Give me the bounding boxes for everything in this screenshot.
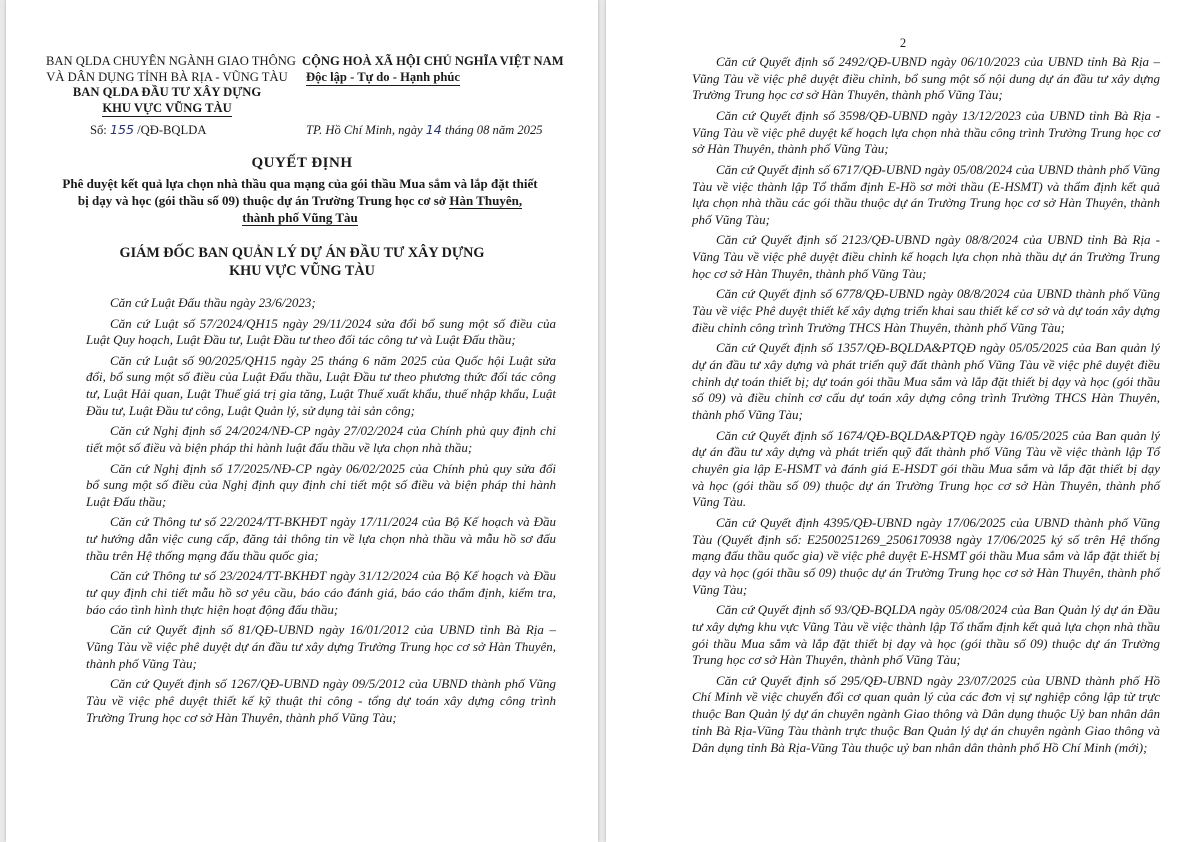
legal-basis-paragraph: Căn cứ Quyết định số 1674/QĐ-BQLDA&PTQĐ ngày 16/05/2025 của Ban quản lý dự án đầu tư xây dựng và phát triển quỹ đất thành phố Vũng Tàu về việc thành lập Tổ chuyên gia lập E-HSMT và đánh giá E-HSDT gói thầu Mua sắm và lắp đặt thiết bị dạy và học (gói thầu số 09) thuộc dự án Trường Trung học cơ sở Hàn Thuyên, thành phố Vũng Tàu. <box>692 427 1160 510</box>
director-line-1: GIÁM ĐỐC BAN QUẢN LÝ DỰ ÁN ĐẦU TƯ XÂY DỰNG <box>119 245 485 261</box>
document-page-2 <box>606 0 1200 842</box>
place-date-part2: tháng 08 năm 2025 <box>441 123 543 137</box>
legal-basis-paragraph: Căn cứ Quyết định số 2123/QĐ-UBND ngày 08/8/2024 của UBND tỉnh Bà Rịa - Vũng Tàu về việc phê duyệt điều chỉnh kế hoạch lựa chọn nhà thầu dự án Trường Trung học cơ sở Hàn Thuyên, thành phố Vũng Tàu; <box>692 232 1160 281</box>
legal-basis-paragraph: Căn cứ Quyết định 4395/QĐ-UBND ngày 17/06/2025 của UBND thành phố Vũng Tàu (Quyết định số: E2500251269_2506170938 ngày 17/06/2025 ký số trên Hệ thống mạng đấu thầu quốc gia) về việc phê duyệt E-HSMT gói thầu Mua sắm và lắp đặt thiết bị dạy và học (gói thầu số 09) thuộc dự án Trường Trung học cơ sở Hàn Thuyên, thành phố Vũng Tàu; <box>692 514 1160 597</box>
legal-basis-paragraph: Căn cứ Quyết định số 2492/QĐ-UBND ngày 06/10/2023 của UBND tỉnh Bà Rịa – Vũng Tàu về việc phê duyệt điều chỉnh, bổ sung một số nội dung dự án đầu tư xây dựng Trường Trung học cơ sở Hàn Thuyên, thành phố Vũng Tàu; <box>692 54 1160 103</box>
nation-name: CỘNG HOÀ XÃ HỘI CHỦ NGHĨA VIỆT NAM <box>302 54 564 68</box>
subject-text: Phê duyệt kết quả lựa chọn nhà thầu qua mạng của gói thầu Mua sắm và lắp đặt thiết bị dạy và học (gói thầu số 09) thuộc dự án Trường Trung học cơ sở <box>62 176 538 208</box>
place-date-part1: TP. Hồ Chí Minh, ngày <box>306 123 426 137</box>
legal-basis-paragraph: Căn cứ Quyết định số 93/QĐ-BQLDA ngày 05/08/2024 của Ban Quản lý dự án Đầu tư xây dựng khu vực Vũng Tàu về việc thành lập Tổ thẩm định kết quả lựa chọn nhà thầu gói thầu Mua sắm và lắp đặt thiết bị dạy và học (gói thầu số 09) thuộc dự án Trường Trung học cơ sở Hàn Thuyên, thành phố Vũng Tàu; <box>692 602 1160 668</box>
document-subject <box>62 175 538 226</box>
document-title: QUYẾT ĐỊNH <box>251 155 353 171</box>
agency-line-1: BAN QLDA CHUYÊN NGÀNH GIAO THÔNG <box>46 54 296 68</box>
doc-number-handwritten: 155 <box>109 122 134 137</box>
legal-basis-paragraph: Căn cứ Luật Đấu thầu ngày 23/6/2023; <box>110 295 316 310</box>
legal-basis-paragraph: Căn cứ Nghị định số 24/2024/NĐ-CP ngày 27/02/2024 của Chính phủ quy định chi tiết một số điều và biện pháp thi hành luật đấu thầu về lựa chọn nhà thầu; <box>86 423 556 456</box>
legal-basis-list-page-1 <box>86 295 556 730</box>
legal-basis-paragraph: Căn cứ Quyết định số 6717/QĐ-UBND ngày 05/08/2024 của UBND thành phố Vũng Tàu về việc thành lập Tổ thẩm định E-Hồ sơ mời thầu (E-HSMT) và thẩm định kết quả lựa chọn nhà thầu các gói thầu thuộc dự án Trường Trung học cơ sở Hàn Thuyên, thành phố Vũng Tàu; <box>692 161 1160 227</box>
legal-basis-paragraph: Căn cứ Nghị định số 17/2025/NĐ-CP ngày 06/02/2025 của Chính phủ quy sửa đổi bổ sung một số điều của Nghị định quy định chi tiết một số điều và biện pháp thi hành Luật Đấu thầu; <box>86 460 556 509</box>
national-header <box>302 54 572 86</box>
legal-basis-paragraph: Căn cứ Thông tư số 23/2024/TT-BKHĐT ngày 31/12/2024 của Bộ Kế hoạch và Đầu tư quy định chi tiết mẫu hồ sơ yêu cầu, báo cáo đánh giá, báo cáo thẩm định, kiểm tra, báo cáo tình hình thực hiện hoạt động đấu thầu; <box>86 568 556 617</box>
agency-line-3: BAN QLDA ĐẦU TƯ XÂY DỰNG <box>72 85 262 99</box>
legal-basis-paragraph: Căn cứ Quyết định số 295/QĐ-UBND ngày 23/07/2025 của UBND thành phố Hồ Chí Minh về việc chuyển đổi cơ quan quản lý của các đơn vị sự nghiệp công lập từ trực thuộc Ban Quản lý dự án chuyên ngành Giao thông và Dân dụng thuộc Uỷ ban nhân dân tỉnh Bà Rịa-Vũng Tàu thành trực thuộc Ban Quản lý dự án chuyên ngành Giao thông và Dân dụng tỉnh Bà Rịa-Vũng Tàu thuộc uỷ ban nhân dân thành phố Hồ Chí Minh (mới); <box>692 672 1160 755</box>
director-heading <box>6 244 598 280</box>
legal-basis-paragraph: Căn cứ Thông tư số 22/2024/TT-BKHĐT ngày 17/11/2024 của Bộ Kế hoạch và Đầu tư hướng dẫn việc cung cấp, đăng tải thông tin về lựa chọn nhà thầu và mẫu hồ sơ đấu thầu trên Hệ thống mạng đấu thầu quốc gia; <box>86 514 556 563</box>
legal-basis-paragraph: Căn cứ Quyết định số 1357/QĐ-BQLDA&PTQĐ ngày 05/05/2025 của Ban quản lý dự án đầu tư xây dựng và phát triển quỹ đất thành phố Vũng Tàu về việc phê duyệt điều chỉnh dự toán thiết bị; dự toán gói thầu Mua sắm và lắp đặt thiết bị dạy và học (gói thầu số 09) và điều chỉnh cơ cấu dự toán xây dựng công trình Trường THCS Hàn Thuyên, thành phố Vũng Tàu; <box>692 340 1160 423</box>
doc-number-prefix: Số: <box>90 123 110 137</box>
place-and-date <box>306 122 543 138</box>
document-page-1 <box>6 0 598 842</box>
legal-basis-paragraph: Căn cứ Quyết định số 1267/QĐ-UBND ngày 09/5/2012 của UBND thành phố Vũng Tàu về việc phê duyệt thiết kế kỹ thuật thi công - tổng dự toán xây dựng công trình Trường Trung học cơ sở Hàn Thuyên, thành phố Vũng Tàu; <box>86 676 556 725</box>
doc-number-suffix: /QĐ-BQLDA <box>134 123 207 137</box>
page-number: 2 <box>899 36 907 50</box>
agency-line-2: VÀ DÂN DỤNG TỈNH BÀ RỊA - VŨNG TÀU <box>46 69 288 84</box>
legal-basis-list-page-2 <box>692 54 1160 760</box>
legal-basis-paragraph: Căn cứ Luật số 90/2025/QH15 ngày 25 tháng 6 năm 2025 của Quốc hội Luật sửa đổi, bổ sung một số điều của Luật Đấu thầu, Luật Đầu tư theo phương thức đối tác công tư, Luật Hải quan, Luật Thuế giá trị gia tăng, Luật Thuế xuất khẩu, thuế nhập khẩu, Luật Đầu tư, Luật Đầu tư công, Luật Quản lý, sử dụng tài sản công; <box>86 352 556 418</box>
director-line-2: KHU VỰC VŨNG TÀU <box>229 263 375 279</box>
legal-basis-paragraph: Căn cứ Luật số 57/2024/QH15 ngày 29/11/2024 sửa đổi bổ sung một số điều của Luật Quy hoạch, Luật Đầu tư, Luật Đầu tư theo đối tác công tư và Luật Đấu thầu; <box>86 315 556 348</box>
legal-basis-paragraph: Căn cứ Quyết định số 6778/QĐ-UBND ngày 08/8/2024 của UBND thành phố Vũng Tàu về việc Phê duyệt thiết kế xây dựng triển khai sau thiết kế cơ sở và dự toán xây dựng điều chỉnh công trình Trường THCS Hàn Thuyên, thành phố Vũng Tàu; <box>692 286 1160 335</box>
legal-basis-paragraph: Căn cứ Quyết định số 81/QĐ-UBND ngày 16/01/2012 của UBND tỉnh Bà Rịa – Vũng Tàu về việc phê duyệt dự án đầu tư xây dựng Trường Trung học cơ sở Hàn Thuyên, thành phố Vũng Tàu; <box>86 622 556 671</box>
national-motto: Độc lập - Tự do - Hạnh phúc <box>306 70 460 87</box>
handwritten-day: 14 <box>425 122 442 137</box>
legal-basis-paragraph: Căn cứ Quyết định số 3598/QĐ-UBND ngày 13/12/2023 của UBND tỉnh Bà Rịa - Vũng Tàu về việc phê duyệt kế hoạch lựa chọn nhà thầu công trình Trường Trung học cơ sở Hàn Thuyên, thành phố Vũng Tàu; <box>692 107 1160 157</box>
agency-line-4: KHU VỰC VŨNG TÀU <box>102 101 231 118</box>
subject-underlined: Hàn Thuyên, thành phố Vũng Tàu <box>242 193 523 225</box>
document-number <box>90 122 206 138</box>
issuing-agency-header <box>46 54 296 117</box>
